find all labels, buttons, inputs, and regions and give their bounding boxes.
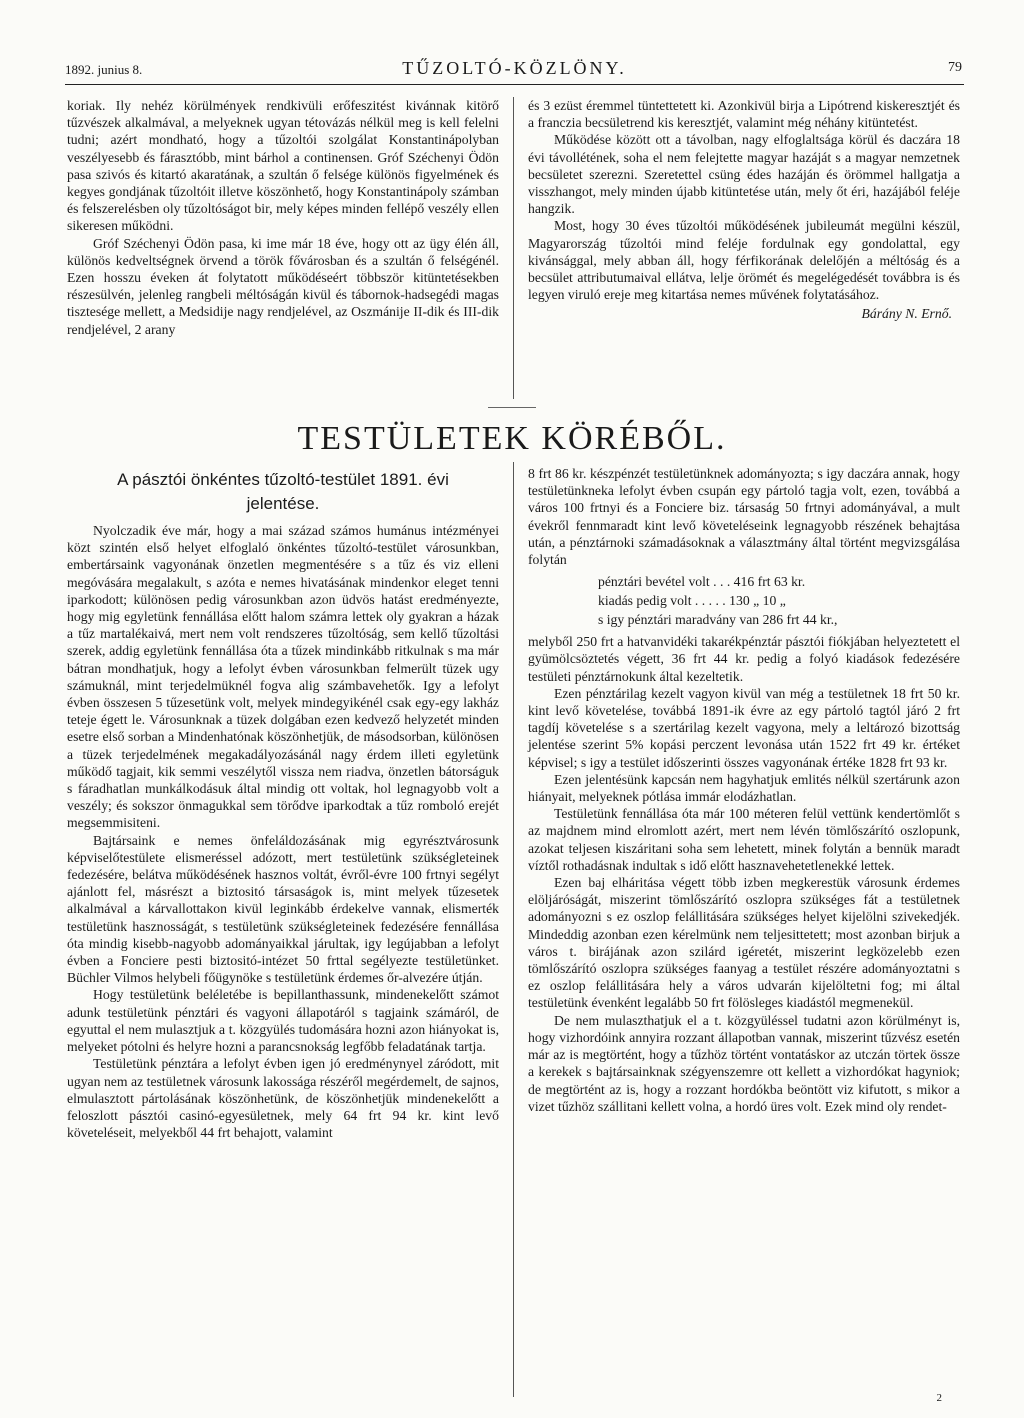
- article-title-line: jelentése.: [246, 494, 320, 513]
- paragraph: Működése között ott a távolban, nagy elfoglaltsága körül és daczára 18 évi távollétének, soha el nem felejtette magyar hazáját s a magyar nemzetnek becsületet szerezni. Szeretettel csüng édes hazáján és örömmel hallgatja a visszhangot, mely minden újabb kitüntetése után, mely őt éri, hazájából feléje hangzik.: [528, 132, 960, 217]
- top-right-column: [528, 97, 960, 323]
- paragraph: Most, hogy 30 éves tűzoltói működésének jubileumát megülni készül, Magyarország tűzoltói mind feléje fordulnak egy gondolattal, egy kivánsággal, mely abban áll, hogy férfikorának delelőjén a méltóság és a becsület attributumaival ellátva, lelje örömét és megelégedését továbbra is és legyen viruló ereje meg kitartása nemes művének folytatásához.: [528, 218, 960, 303]
- finance-line: pénztári bevétel volt . . . 416 frt 63 kr.: [598, 574, 806, 590]
- signature: Bárány N. Ernő.: [861, 306, 952, 322]
- paragraph: Nyolczadik éve már, hogy a mai század számos humánus intézményei közt szintén első helyet elfoglaló önkéntes tűzoltó-testület városunkban, embertársaink vagyonának önzetlen megmentésére s a tűz és viz elleni megóvására megalakult, s azóta e nemes hivatásának mindenkor eleget tenni iparkodott; különösen pedig városunkban azon üdvös hatást eredményezte, hogy mig egyletünk fennállása előtt halom számra lettek oly gyakran a házak a tűz martalékaivá, mert nem volt rendszeres tűzoltóság, sem kellő tűzoltási szerek, addig egyletünk fennállása óta a tűzek mindinkább ritkulnak s ma már bátran mondhatjuk, hogy a lefolyt évben városunkban felmerült tüzek ugy számuknál, mint terjedelmüknél fogva alig számbavehetők. Igy a lefolyt évben összesen 5 tűzesetünk volt, melyek mindegyikénél csak egy-egy lakház teteje égett le. Városunknak a tüzek dolgában ezen kedvező helyzetét minden esetre első sorban a Mindenhatónak köszönhetjük, de másodsorban, különösen a tüzek terjedelmének megakadályozásánál nagy érdem illeti egyletünk működő tagjait, kik semmi veszélytől vissza nem riadva, önzetlen bátorságuk s fáradhatlan munkálkodásuk által mindig ott voltak, hol legnagyobb volt a veszély; és sokszor önmagukkal sem törődve iparkodtak a tűz romboló erejét megsemmisiteni.: [67, 523, 499, 831]
- section-divider: [488, 407, 536, 408]
- article-title: [67, 468, 499, 516]
- bottom-right-column: [528, 465, 960, 1115]
- paragraph: Bajtársaink e nemes önfeláldozásának mig egyrésztvárosunk képviselőtestülete elismeréssel adózott, mert testületünk szükségleteinek fedezésére, belátva működésének hasznos voltát, évről-évre 100 frtnyi segélyt ajánlott fel, másrészt a biztositó társaságok is, mint melyek tűzesetek alkalmával a kárvallottakon kivül leginkább érdekelve vannak, elismerték testületünk hasznosságát, s testületünk szükségleteinek fedezésére fennállása óta mindig kisebb-nagyobb adományaikkal járultak, igy legújabban a lefolyt évben a Fonciere pesti biztositó-intézet 50 frttal segélyezte testületünket. Büchler Vilmos helybeli főügynöke s testületünk érdemes őr-alvezére útján.: [67, 832, 499, 986]
- paragraph: melyből 250 frt a hatvanvidéki takarékpénztár pásztói fiókjában helyeztetett el gyümölcsöztetés végett, 36 frt 44 kr. pedig a folyó kiadások fedezésére testületi pénztárnokunk által kezeltetik.: [528, 634, 960, 684]
- column-divider: [513, 462, 514, 1397]
- paragraph: Gróf Széchenyi Ödön pasa, ki ime már 18 éve, hogy ott az ügy élén áll, különös kedveltségnek örvend a török fővárosban és a szultán ő felségénél. Ezen hosszu éveken át folytatott működéseért többször kitüntetésekben részesülvén, jelenleg rangbeli méltóságán kivül és tábornok-hadsegédi magas tisztesége mellett, a Medsidije nagy rendjelével, az Oszmánije II-dik és III-dik rendjelével, 2 arany: [67, 235, 499, 337]
- paragraph: 8 frt 86 kr. készpénzét testületünknek adományozta; s igy daczára annak, hogy testületünkneka lefolyt évben csupán egy pártoló tagja volt, ezen, továbbá a város 100 frtnyi és a Fonciere biz. társaság 50 frtnyi adományával, a mult évekről fennmaradt kint levő követeléseink legnagyobb részének behajtása után, a pénztárnoki számadásoknak a választmány által történt megvizsgálása folytán: [528, 466, 960, 568]
- issue-date: 1892. junius 8.: [65, 62, 143, 77]
- bottom-left-column: [67, 522, 499, 1141]
- paragraph: Ezen jelentésünk kapcsán nem hagyhatjuk emlités nélkül szertárunk azon hiányait, melyeknek pótlása immár elodázhatlan.: [528, 771, 960, 805]
- paragraph: Ezen baj elháritása végett több izben megkerestük városunk érdemes elöljáróságát, miszerint tömlőszárító oszlopra szükséges fát a testületnek adományozni s ez oszlop felállitására szükséges helyet kijelölni szivekedjék. Mindeddig azonban ezen kérelmünk nem teljesittetett; most azonban birjuk a város t. birájának azon szilárd igéretét, miszerint legközelebb ezen tömlőszárító oszlopra szükséges faanyag a testület részére adományoztatni s ez oszlop felállitására hely a város udvarán kijelöltetni fog; mi által testületünk évenként legalább 50 frt fölösleges kiadástól megmenekül.: [528, 875, 960, 1011]
- header-rule: [65, 84, 964, 85]
- finance-summary: [598, 572, 960, 629]
- paragraph: Testületünk pénztára a lefolyt évben igen jó eredménynyel záródott, mit ugyan nem az testületnek városunk lakossága részéről megérdemelt, de sajnos, elmulasztott pártolásának köszönhetünk, de köszönhetjük mindenekelőtt a feloszlott pásztói casinó-egyesületnek, mely 64 frt 94 kr. kint levő követeléseit, melyekből 44 frt behajott, valamint: [67, 1056, 499, 1141]
- signature-mark: 2: [936, 1392, 942, 1404]
- paragraph: koriak. Ily nehéz körülmények rendkivüli erőfeszitést kivánnak kitörő tűzvészek alkalmával, a melyeknek ugyan tétovázás nélkül meg is kell felelni tudni; azért mondható, hogy a tűzoltói szolgálat Konstantinápolyban veszélyesebb és fárasztóbb, mint bárhol a continensen. Gróf Széchenyi Ödön pasa szivós és kitartó akaratának, a szultán ő felsége különös figyelmének és kegyes gondjának tűzoltóit illetve köszönhető, hogy Konstantinápoly számban és felszerelésben oly tűzoltóságot bir, mely képes minden fellépő veszély ellen sikeresen működni.: [67, 98, 499, 234]
- journal-title: TŰZOLTÓ-KÖZLÖNY.: [402, 58, 627, 78]
- finance-line: s igy pénztári maradvány van 286 frt 44 kr.,: [598, 612, 838, 628]
- paragraph: De nem mulaszthatjuk el a t. közgyüléssel tudatni azon körülményt is, hogy vizhordóink annyira rozzant állapotban vannak, miszerint tűzvész esetén már az is megtörtént, hogy a tűzhöz történt vontatáskor az utczán törtek össze a kerekek s bajtársainknak szégyenszemre ott kellett a vizhordókat hagyniok; de megtörtént az is, hogy a rozzant hordókba beöntött viz kifutott, s mikor a vizet tűzhöz szállitani kellett volna, a hordó üres volt. Ezek mind oly rendet-: [528, 1012, 960, 1114]
- page-number: 79: [948, 60, 962, 75]
- article-title-line: A pásztói önkéntes tűzoltó-testület 1891. évi: [117, 470, 449, 489]
- paragraph: Hogy testületünk beléletébe is bepillanthassunk, mindenekelőtt számot adunk testületünk pénztári és vagyoni állapotáról s tagjaink számáról, de egyuttal el nem mulasztjuk a t. közgyülés tudomására hozni azon hiányokat is, melyeket pótolni és helyre hozni a parancsnokság legfőbb feladatának tartja.: [67, 987, 499, 1055]
- finance-line: kiadás pedig volt . . . . . 130 „ 10 „: [598, 593, 786, 609]
- top-left-column: [67, 97, 499, 338]
- section-title: TESTÜLETEK KÖRÉBŐL.: [297, 420, 727, 457]
- column-divider: [513, 97, 514, 399]
- page-header: [65, 50, 964, 90]
- paragraph: és 3 ezüst éremmel tüntettetett ki. Azonkivül birja a Lipótrend kiskeresztjét és a franczia becsületrend kis keresztjét, valamint még néhány kitüntetést.: [528, 98, 960, 131]
- paragraph: Testületünk fennállása óta már 100 méteren felül vettünk kendertömlőt s az majdnem mind elromlott azért, mert nem lévén tömlőszárító oszlopunk, azokat teljesen kiszáritani soha sem lehetett, minek folytán a bennük maradt víztől rothadásnak indultak s idő előtt hasznavehetetlenekké lettek.: [528, 806, 960, 873]
- paragraph: Ezen pénztárilag kezelt vagyon kivül van még a testületnek 18 frt 50 kr. kint levő követelése, továbbá 1891-ik évre az egy pártoló tagtól járó 2 frt tagdíj követelése s a szertárilag kezelt vagyona, mely a leltározó bizottság jelentése szerint 5% kopási perczent levonása után 1522 frt 49 kr. értéket képvisel; s igy a testület időszerinti összes vagyonának értéke 1828 frt 93 kr.: [528, 685, 960, 770]
